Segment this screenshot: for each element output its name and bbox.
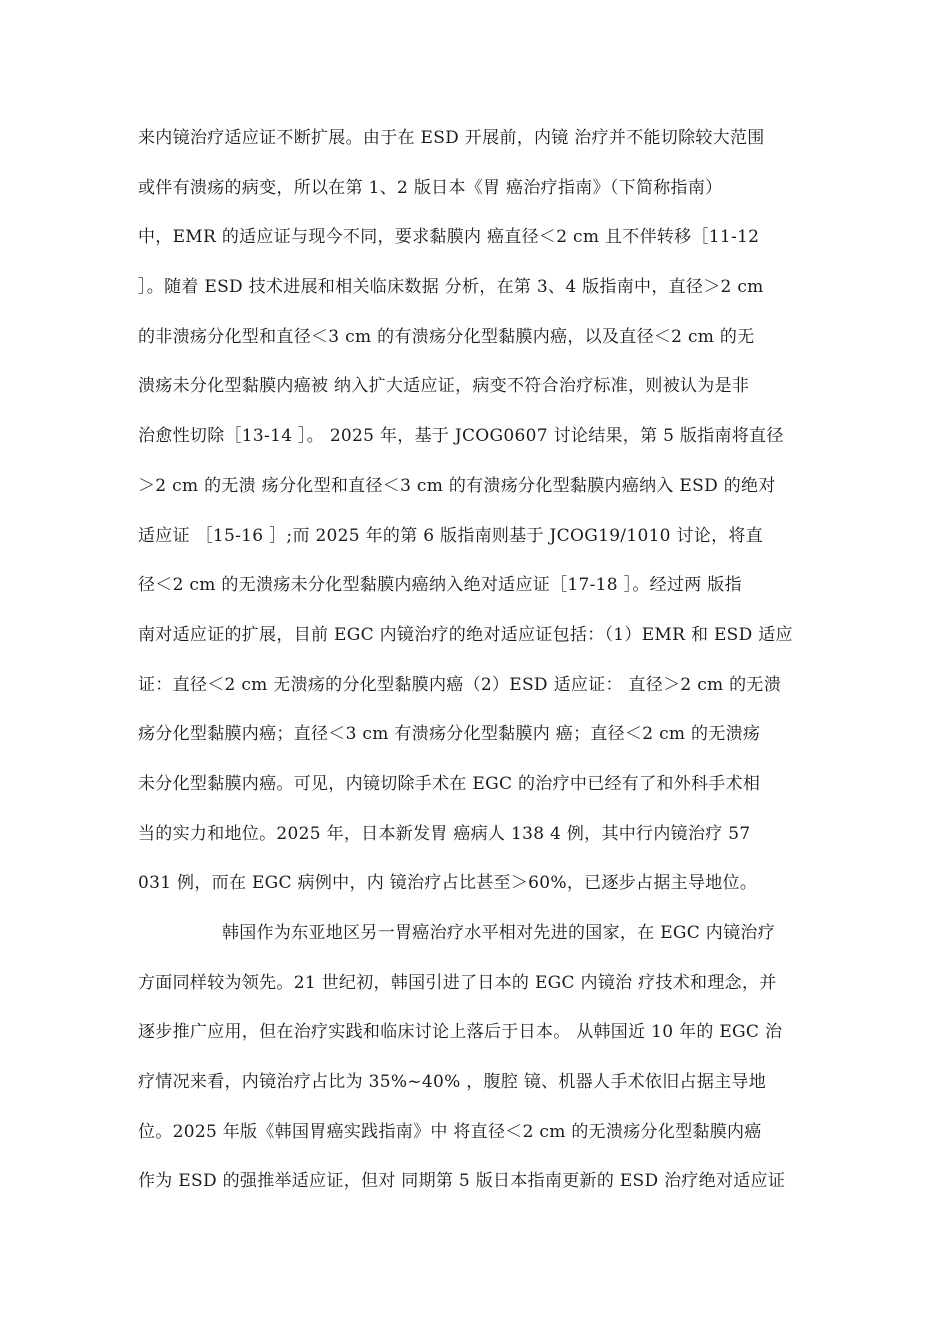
text-line: 来内镜治疗适应证不断扩展。由于在 ESD 开展前，内镜 治疗并不能切除较大范围 — [138, 128, 765, 148]
text-line: 适应证 ［15-16 ］;而 2025 年的第 6 版指南则基于 JCOG19/1010 讨论，将直 — [138, 525, 764, 546]
paragraph-japan-guidelines — [138, 114, 828, 909]
text-line: 疗情况来看，内镜治疗占比为 35%~40% ，腹腔 镜、机器人手术依旧占据主导地 — [138, 1072, 767, 1093]
text-line: 疡分化型黏膜内癌；直径＜3 cm 有溃疡分化型黏膜内 癌；直径＜2 cm 的无溃疡 — [138, 724, 761, 745]
text-line: 中，EMR 的适应证与现今不同，要求黏膜内 癌直径＜2 cm 且不伴转移［11-12 — [138, 227, 760, 248]
text-line: 南对适应证的扩展，目前 EGC 内镜治疗的绝对适应证包括：（1）EMR 和 ESD 适应 — [138, 624, 793, 645]
text-line: 韩国作为东亚地区另一胃癌治疗水平相对先进的国家，在 EGC 内镜治疗 — [222, 923, 776, 943]
text-line: 当的实力和地位。2025 年，日本新发胃 癌病人 138 4 例，其中行内镜治疗 57 — [138, 823, 751, 844]
text-line: ＞2 cm 的无溃 疡分化型和直径＜3 cm 的有溃疡分化型黏膜内癌纳入 ESD 的绝对 — [138, 475, 776, 496]
text-line: 溃疡未分化型黏膜内癌被 纳入扩大适应证，病变不符合治疗标准，则被认为是非 — [138, 376, 750, 397]
text-line: 031 例，而在 EGC 病例中，内 镜治疗占比甚至＞60%，已逐步占据主导地位。 — [138, 873, 758, 894]
text-line: 方面同样较为领先。21 世纪初，韩国引进了日本的 EGC 内镜治 疗技术和理念，并 — [138, 972, 777, 993]
text-line: 治愈性切除［13-14 ］。 2025 年，基于 JCOG0607 讨论结果，第 5 版指南将直径 — [138, 426, 784, 447]
text-line: ］。随着 ESD 技术进展和相关临床数据 分析，在第 3、4 版指南中，直径＞2 cm — [138, 277, 764, 298]
text-line: 的非溃疡分化型和直径＜3 cm 的有溃疡分化型黏膜内癌，以及直径＜2 cm 的无 — [138, 326, 755, 347]
text-line: 作为 ESD 的强推举适应证，但对 同期第 5 版日本指南更新的 ESD 治疗绝对适应证 — [138, 1171, 786, 1192]
text-line: 逐步推广应用，但在治疗实践和临床讨论上落后于日本。 从韩国近 10 年的 EGC 治 — [138, 1022, 783, 1043]
text-line: 位。2025 年版《韩国胃癌实践指南》中 将直径＜2 cm 的无溃疡分化型黏膜内癌 — [138, 1121, 762, 1142]
paragraph-korea-guidelines — [138, 909, 828, 1207]
text-line: 径＜2 cm 的无溃疡未分化型黏膜内癌纳入绝对适应证［17-18 ］。经过两 版指 — [138, 575, 742, 596]
text-line: 未分化型黏膜内癌。可见，内镜切除手术在 EGC 的治疗中已经有了和外科手术相 — [138, 773, 761, 794]
text-line: 或伴有溃疡的病变，所以在第 1、2 版日本《胃 癌治疗指南》（下简称指南） — [138, 177, 723, 198]
text-line: 证：直径＜2 cm 无溃疡的分化型黏膜内癌（2）ESD 适应证： 直径＞2 cm 的无溃 — [138, 674, 782, 695]
